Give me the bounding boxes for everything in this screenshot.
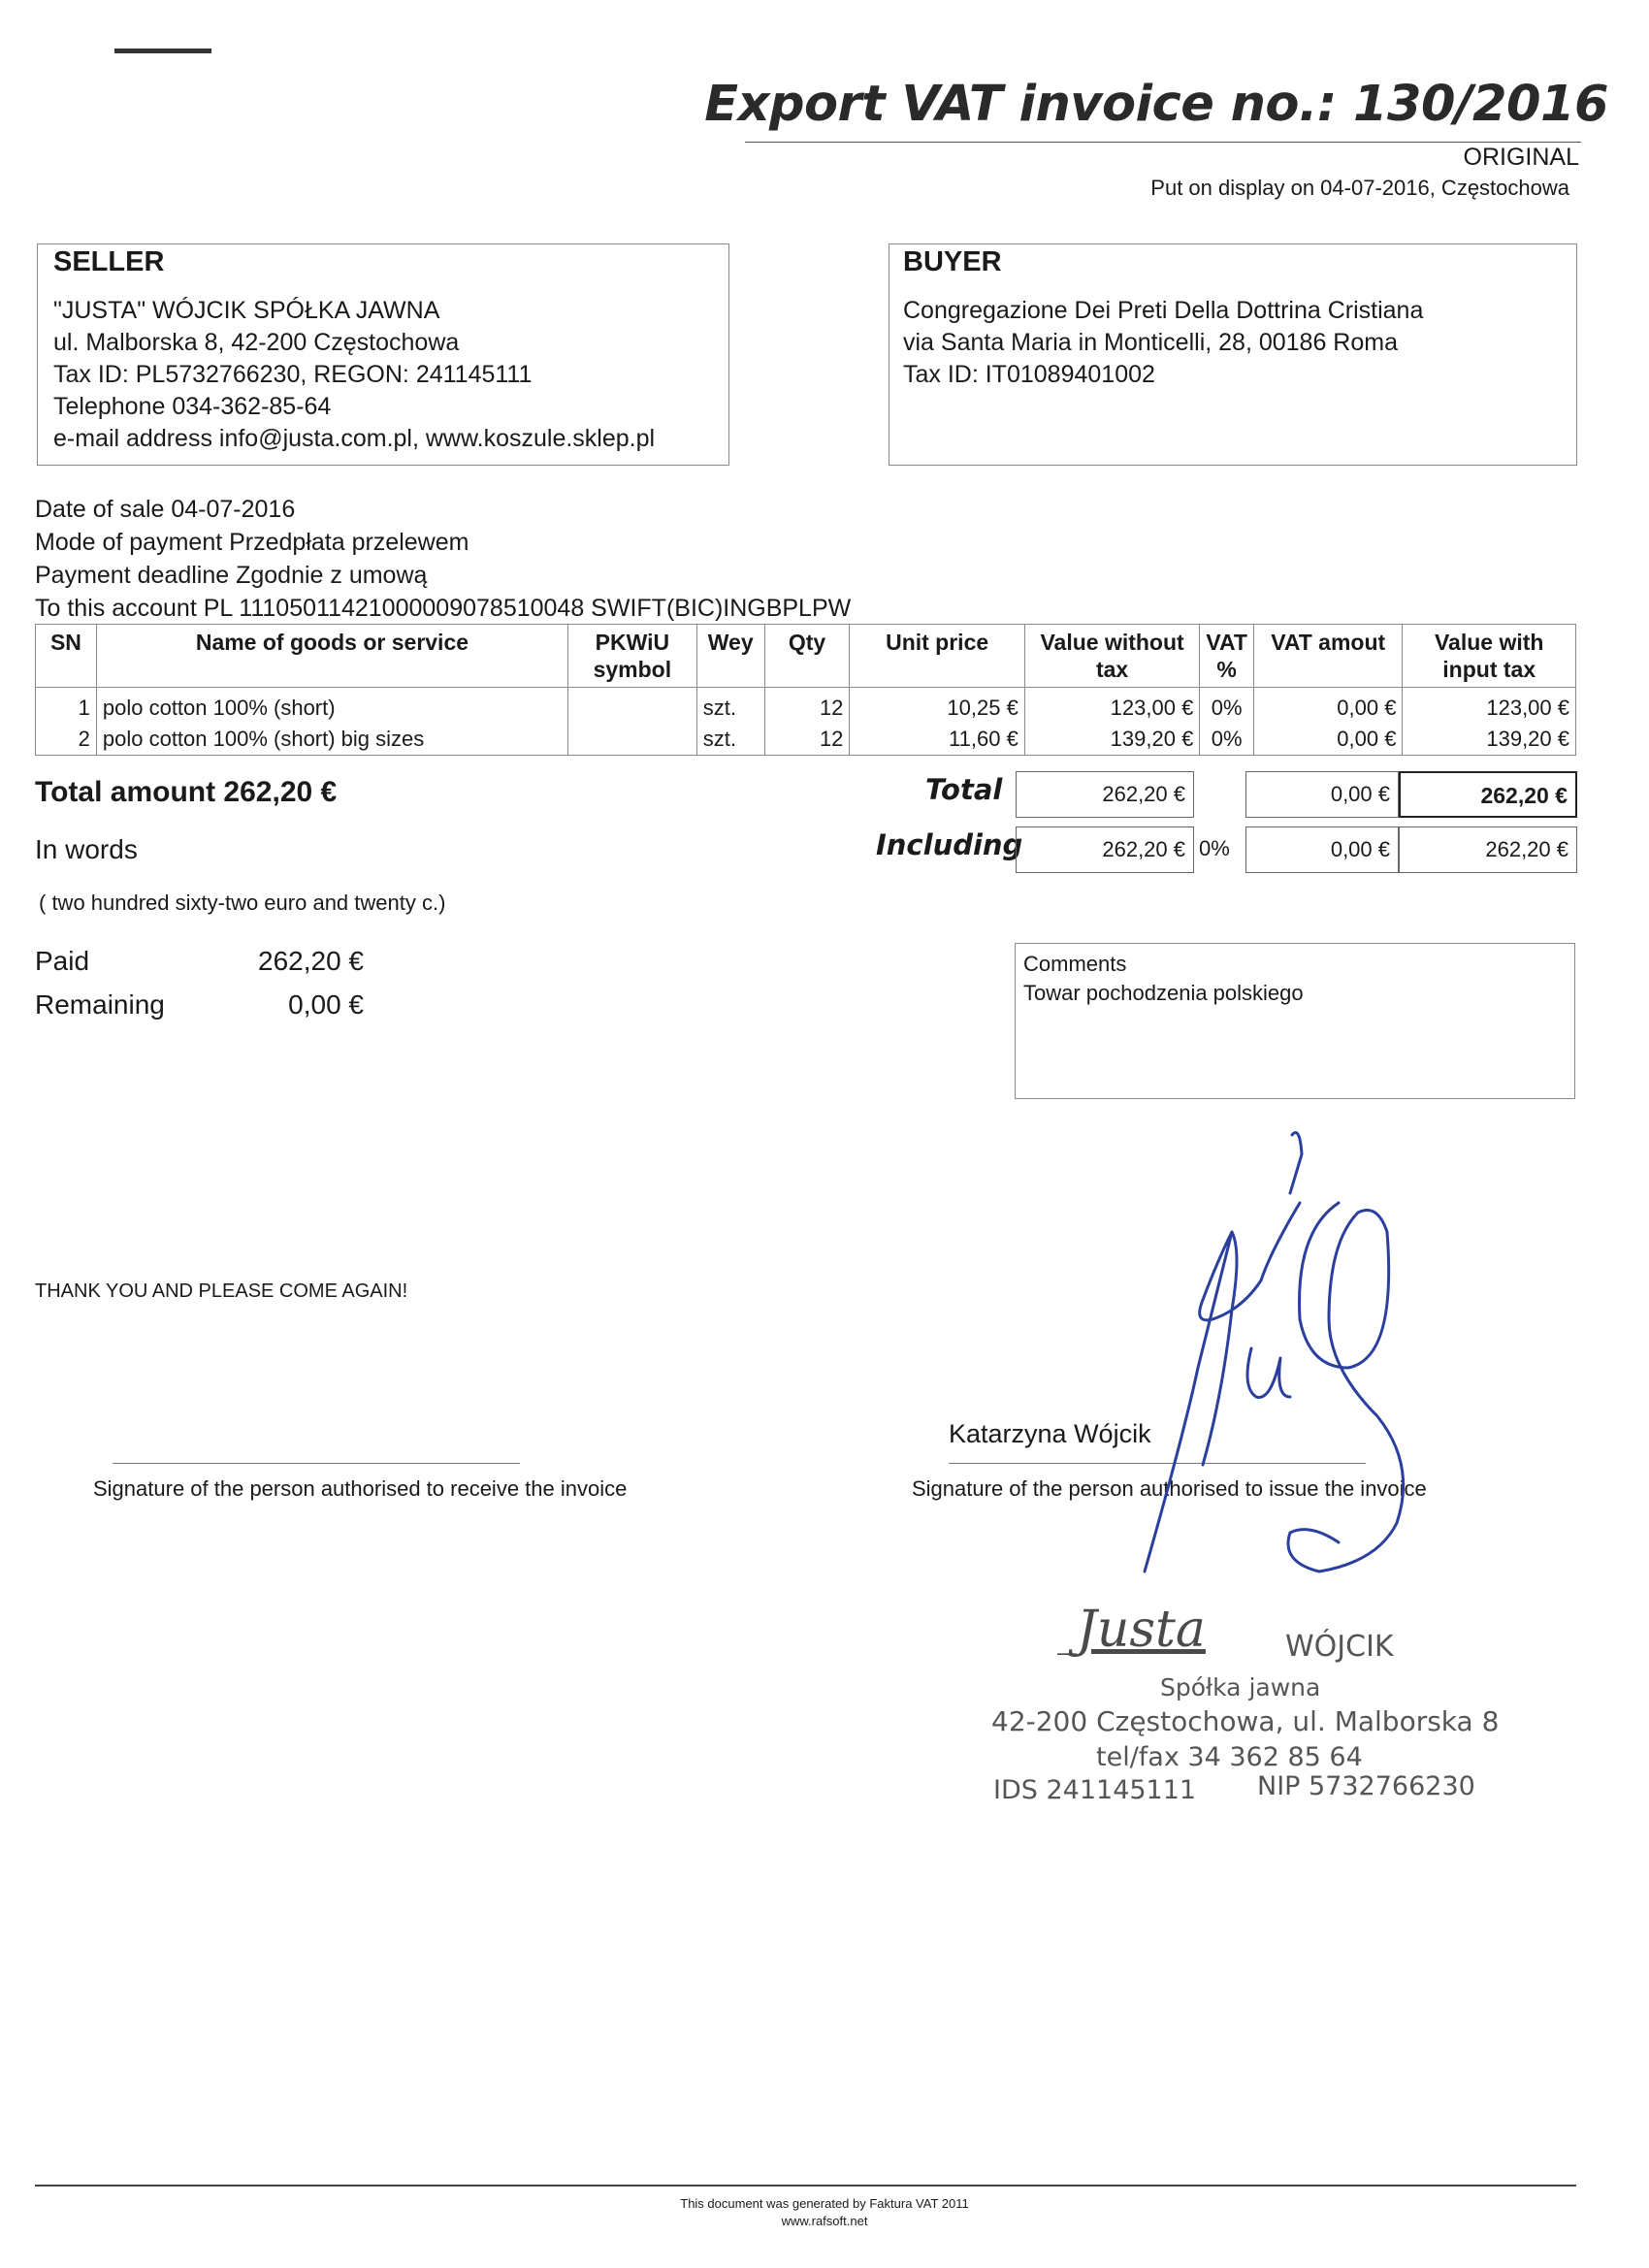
including-net: 262,20 € — [1016, 826, 1194, 873]
footer-divider — [35, 2185, 1576, 2187]
cell-name: polo cotton 100% (short) — [96, 688, 567, 725]
seller-line: "JUSTA" WÓJCIK SPÓŁKA JAWNA — [53, 297, 440, 324]
cell-sn: 2 — [36, 724, 97, 756]
scan-mark — [114, 49, 211, 53]
seller-line: Telephone 034-362-85-64 — [53, 393, 332, 420]
receiver-signature-caption: Signature of the person authorised to receive the invoice — [93, 1476, 628, 1501]
remaining-label: Remaining — [35, 989, 165, 1020]
cell-gross: 123,00 € — [1403, 688, 1576, 725]
cell-name: polo cotton 100% (short) big sizes — [96, 724, 567, 756]
buyer-line: via Santa Maria in Monticelli, 28, 00186 Roma — [903, 329, 1398, 356]
footer-generator: This document was generated by Faktura VAT 2011 — [680, 2196, 969, 2211]
mode-of-payment: Mode of payment Przedpłata przelewem — [35, 529, 469, 556]
cell-gross: 139,20 € — [1403, 724, 1576, 756]
col-header: Wey — [696, 625, 764, 688]
buyer-line: Tax ID: IT01089401002 — [903, 361, 1155, 388]
thank-you-note: THANK YOU AND PLEASE COME AGAIN! — [35, 1280, 408, 1302]
title-underline — [745, 142, 1581, 143]
stamp-phone: tel/fax 34 362 85 64 — [1096, 1742, 1363, 1772]
date-of-sale: Date of sale 04-07-2016 — [35, 496, 296, 523]
col-header: SN — [36, 625, 97, 688]
cell-vat-amount: 0,00 € — [1253, 724, 1403, 756]
issuer-name: Katarzyna Wójcik — [949, 1419, 1151, 1448]
col-header: Value without tax — [1024, 625, 1199, 688]
cell-net: 123,00 € — [1024, 688, 1199, 725]
seller-line: Tax ID: PL5732766230, REGON: 241145111 — [53, 361, 533, 388]
buyer-box — [889, 243, 1577, 466]
handwritten-signature — [1086, 1116, 1494, 1620]
table-header-row — [36, 625, 1576, 688]
stamp-logo: _Justa — [1057, 1601, 1206, 1659]
amount-in-words: ( two hundred sixty-two euro and twenty c.) — [39, 891, 446, 915]
including-gross: 262,20 € — [1399, 826, 1577, 873]
seller-line: e-mail address info@justa.com.pl, www.koszule.sklep.pl — [53, 425, 656, 452]
total-vat: 0,00 € — [1245, 771, 1399, 818]
cell-unit-price: 11,60 € — [850, 724, 1024, 756]
col-header: Value with input tax — [1403, 625, 1576, 688]
col-header: Qty — [764, 625, 850, 688]
paid-value: 262,20 € — [258, 946, 364, 976]
seller-box — [37, 243, 729, 466]
cell-qty: 12 — [764, 724, 850, 756]
payment-deadline: Payment deadline Zgodnie z umową — [35, 562, 428, 589]
col-header: Name of goods or service — [96, 625, 567, 688]
remaining-value: 0,00 € — [288, 989, 364, 1020]
stamp-logo-text: Justa — [1077, 1601, 1206, 1659]
bank-account: To this account PL 11105011421000009078510048 SWIFT(BIC)INGBPLPW — [35, 595, 852, 622]
stamp-address: 42-200 Częstochowa, ul. Malborska 8 — [991, 1705, 1500, 1737]
comments-box — [1015, 943, 1575, 1099]
cell-pkwiu — [567, 724, 696, 756]
seller-heading: SELLER — [53, 246, 165, 277]
receiver-signature-line — [113, 1463, 520, 1464]
cell-net: 139,20 € — [1024, 724, 1199, 756]
issuer-signature-caption: Signature of the person authorised to issue the invoice — [912, 1476, 1427, 1501]
comments-label: Comments — [1023, 952, 1127, 976]
total-gross: 262,20 € — [1399, 771, 1577, 818]
cell-unit: szt. — [696, 688, 764, 725]
col-header: PKWiU symbol — [567, 625, 696, 688]
stamp-nip: NIP 5732766230 — [1257, 1771, 1475, 1801]
col-header: Unit price — [850, 625, 1024, 688]
cell-pkwiu — [567, 688, 696, 725]
items-table — [35, 624, 1576, 756]
buyer-line: Congregazione Dei Preti Della Dottrina Cristiana — [903, 297, 1424, 324]
cell-sn: 1 — [36, 688, 97, 725]
sale-info — [35, 493, 851, 625]
comments-text: Towar pochodzenia polskiego — [1023, 981, 1304, 1005]
total-label: Total — [925, 773, 1003, 806]
in-words-label: In words — [35, 834, 138, 864]
cell-vat-rate: 0% — [1200, 688, 1254, 725]
col-header: VAT amout — [1253, 625, 1403, 688]
col-header: VAT % — [1200, 625, 1254, 688]
footer-website: www.rafsoft.net — [781, 2214, 868, 2228]
cell-unit-price: 10,25 € — [850, 688, 1024, 725]
seller-line: ul. Malborska 8, 42-200 Częstochowa — [53, 329, 460, 356]
display-date-place: Put on display on 04-07-2016, Częstochowa — [1150, 176, 1569, 200]
stamp-company-name: WÓJCIK — [1285, 1630, 1394, 1664]
cell-vat-amount: 0,00 € — [1253, 688, 1403, 725]
stamp-ids: IDS 241145111 — [993, 1775, 1197, 1805]
table-row — [36, 724, 1576, 756]
copy-label: ORIGINAL — [1463, 144, 1579, 171]
cell-vat-rate: 0% — [1200, 724, 1254, 756]
paid-label: Paid — [35, 946, 90, 976]
total-amount: Total amount 262,20 € — [35, 776, 338, 808]
including-rate: 0% — [1199, 836, 1230, 860]
including-label: Including — [876, 828, 1023, 861]
cell-qty: 12 — [764, 688, 850, 725]
total-net: 262,20 € — [1016, 771, 1194, 818]
table-row — [36, 688, 1576, 725]
including-vat: 0,00 € — [1245, 826, 1399, 873]
buyer-heading: BUYER — [903, 246, 1002, 277]
cell-unit: szt. — [696, 724, 764, 756]
stamp-company-form: Spółka jawna — [1160, 1673, 1321, 1701]
invoice-title: Export VAT invoice no.: 130/2016 — [704, 76, 1608, 133]
